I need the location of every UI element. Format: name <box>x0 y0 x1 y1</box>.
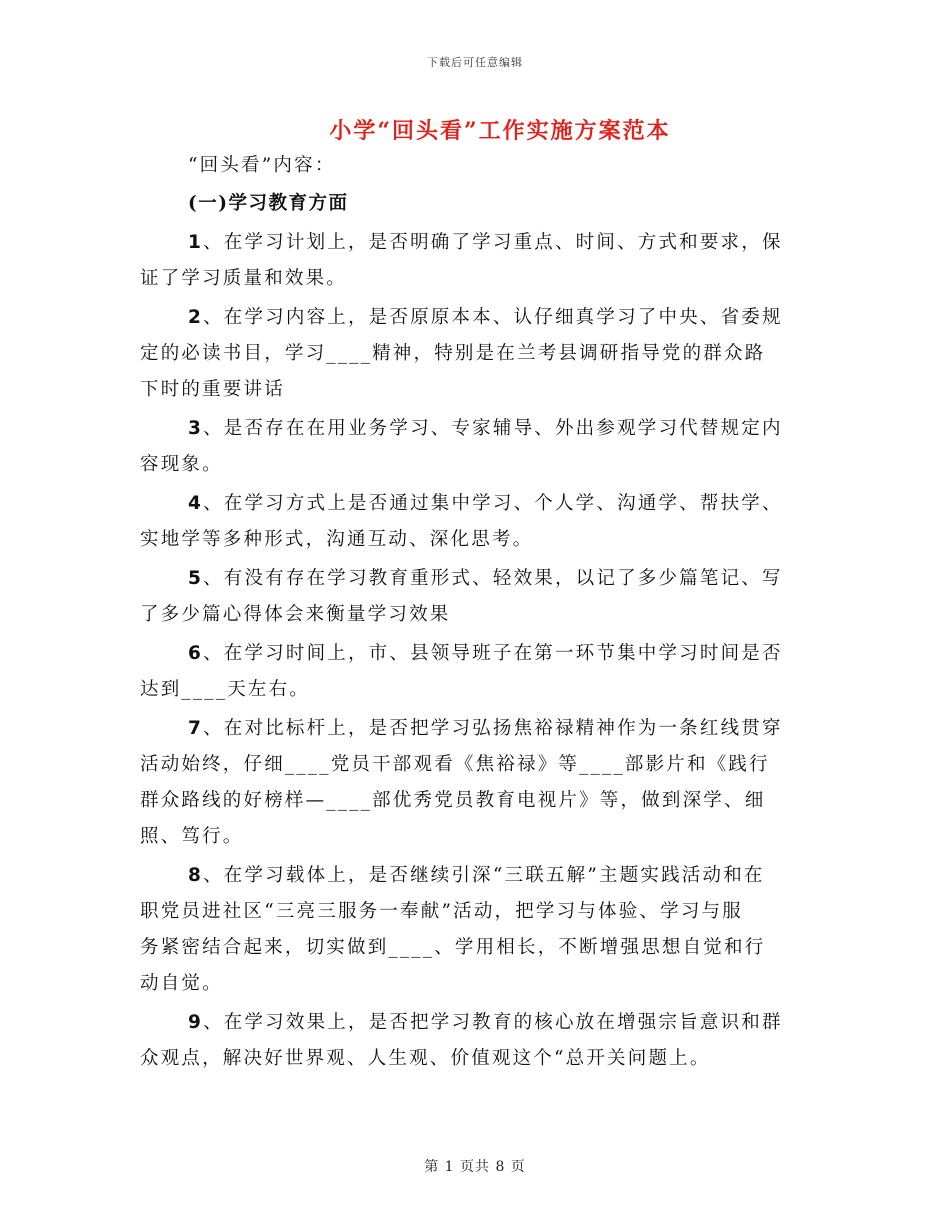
item-line <box>140 522 808 558</box>
document-title: 小学“回头看”工作实施方案范本 <box>329 118 671 144</box>
item-text: 活动始终，仔细____党员干部观看《焦裕禄》等____部影片和《践行 <box>140 754 770 775</box>
item-paragraph-6 <box>140 636 808 708</box>
item-paragraph-2 <box>140 300 808 408</box>
item-text: 照、笃行。 <box>140 826 244 847</box>
item-text: 、在学习载体上，是否继续引深“三联五解”主题实践活动和在 <box>203 865 765 886</box>
item-line <box>140 486 808 522</box>
item-line <box>140 966 808 1002</box>
item-number: 6 <box>188 643 204 664</box>
item-number: 5 <box>188 568 204 589</box>
item-text: 下时的重要讲话 <box>140 379 285 400</box>
item-line <box>140 711 808 747</box>
item-line <box>140 597 808 633</box>
item-line <box>140 561 808 597</box>
item-line <box>140 783 808 819</box>
item-text: 、是否存在在用业务学习、专家辅导、外出参观学习代替规定内 <box>203 418 783 439</box>
item-text: 、有没有存在学习教育重形式、轻效果，以记了多少篇笔记、写 <box>203 568 783 589</box>
item-text: 、在学习计划上，是否明确了学习重点、时间、方式和要求，保 <box>203 232 783 253</box>
item-line <box>140 372 808 408</box>
item-text: 、在学习效果上，是否把学习教育的核心放在增强宗旨意识和群 <box>203 1012 783 1033</box>
item-text: 了多少篇心得体会来衡量学习效果 <box>140 604 451 625</box>
document-body <box>140 148 808 1077</box>
item-paragraph-1 <box>140 225 808 297</box>
item-line <box>140 636 808 672</box>
item-line <box>140 411 808 447</box>
item-text: 务紧密结合起来，切实做到____、学用相长，不断增强思想自觉和行 <box>140 937 766 958</box>
item-text: 、在学习时间上，市、县领导班子在第一环节集中学习时间是否 <box>203 643 783 664</box>
item-line <box>140 261 808 297</box>
item-line <box>140 747 808 783</box>
item-text: 实地学等多种形式，沟通互动、深化思考。 <box>140 529 534 550</box>
item-text: 定的必读书目，学习____精神，特别是在兰考县调研指导党的群众路 <box>140 343 766 364</box>
item-number: 7 <box>188 718 204 739</box>
item-number: 3 <box>188 418 204 439</box>
item-number: 4 <box>188 493 204 514</box>
item-text: 容现象。 <box>140 454 223 475</box>
item-line <box>140 930 808 966</box>
item-line <box>140 1041 808 1077</box>
item-line <box>140 858 808 894</box>
item-line <box>140 447 808 483</box>
item-line <box>140 336 808 372</box>
item-line <box>140 894 808 930</box>
item-text: 、在学习方式上是否通过集中学习、个人学、沟通学、帮扶学、 <box>203 493 783 514</box>
item-paragraph-8 <box>140 858 808 1002</box>
item-text: 、在对比标杆上，是否把学习弘扬焦裕禄精神作为一条红线贯穿 <box>203 718 783 739</box>
item-number: 9 <box>188 1012 204 1033</box>
item-number: 1 <box>188 232 204 253</box>
item-paragraph-3 <box>140 411 808 483</box>
item-number: 2 <box>188 307 204 328</box>
item-line <box>140 819 808 855</box>
section-heading: (一)学习教育方面 <box>188 193 349 214</box>
item-text: 达到____天左右。 <box>140 679 311 700</box>
item-line <box>140 300 808 336</box>
item-text: 、在学习内容上，是否原原本本、认仔细真学习了中央、省委规 <box>203 307 783 328</box>
item-paragraph-9 <box>140 1005 808 1077</box>
item-text: 动自觉。 <box>140 973 223 994</box>
item-line <box>140 1005 808 1041</box>
header-note: 下载后可任意编辑 <box>427 56 523 69</box>
item-line <box>140 672 808 708</box>
item-text: 众观点，解决好世界观、人生观、价值观这个“总开关问题上。 <box>140 1048 711 1069</box>
item-paragraph-5 <box>140 561 808 633</box>
item-line <box>140 225 808 261</box>
item-paragraph-4 <box>140 486 808 558</box>
intro-line: “回头看”内容： <box>188 155 336 176</box>
item-list <box>140 225 808 1077</box>
item-text: 职党员进社区“三亮三服务一奉献”活动，把学习与体验、学习与服 <box>140 901 743 922</box>
item-text: 群众路线的好榜样—____部优秀党员教育电视片》等，做到深学、细 <box>140 790 766 811</box>
page-footer: 第 1 页共 8 页 <box>424 1159 526 1175</box>
item-paragraph-7 <box>140 711 808 855</box>
item-text: 证了学习质量和效果。 <box>140 268 348 289</box>
item-number: 8 <box>188 865 204 886</box>
